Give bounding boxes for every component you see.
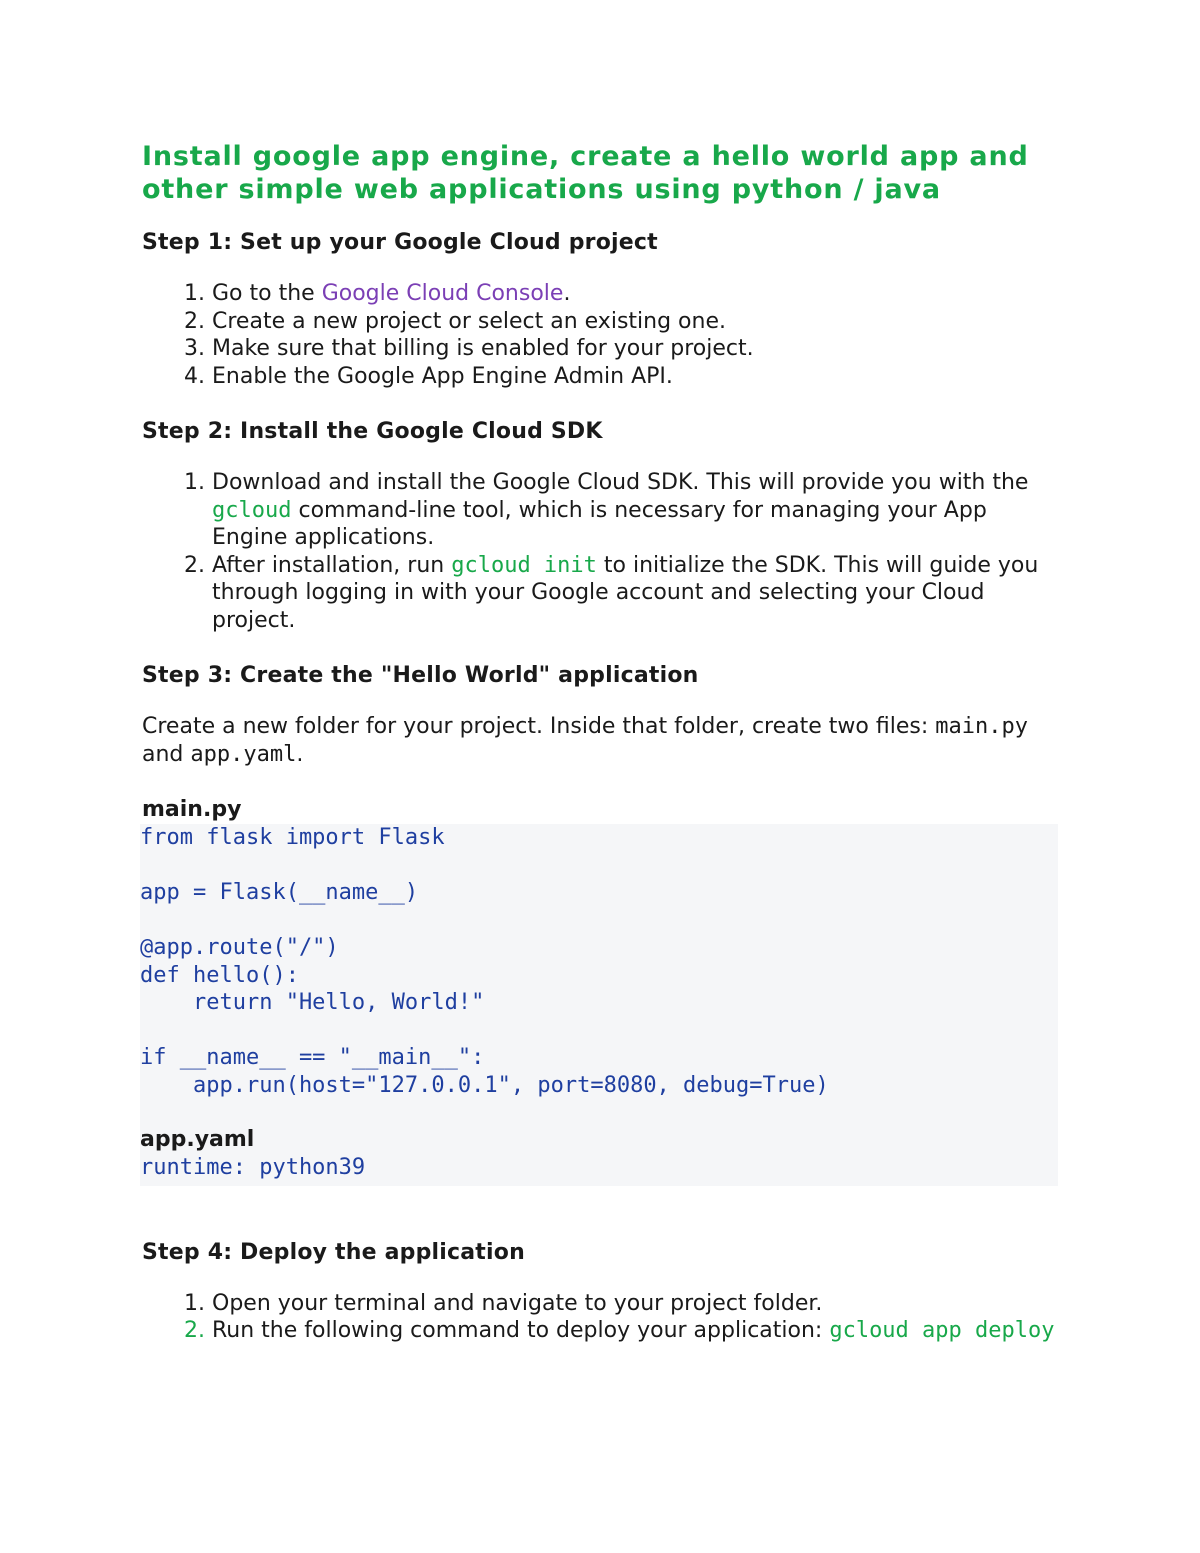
code-block [140,824,1058,1186]
main-py-code: from flask import Flask app = Flask(__name__) @app.route("/") def hello(): return "Hello, World!" if __name__ == "__main__": app.run(host="127.0.0.1", port=8080, debug=True) [140,825,829,1098]
list-item: 2. Run the following command to deploy your application: gcloud app deploy [212,1317,1062,1345]
inline-code: gcloud [212,497,292,523]
inline-code: gcloud init [451,552,597,578]
list-item: 1. Download and install the Google Cloud SDK. This will provide you with the gcloud command-line tool, which is necessary for managing your App Engine applications. [212,469,1062,552]
step1-heading: Step 1: Set up your Google Cloud project [142,230,658,255]
step2-list [142,469,1062,634]
list-item: 2. Create a new project or select an existing one. [212,308,1062,336]
list-item: 4. Enable the Google App Engine Admin API. [212,363,1062,391]
main-py-label: main.py [142,797,242,822]
step4-list [142,1290,1062,1345]
app-yaml-code: runtime: python39 [140,1155,366,1180]
step1-list [142,280,1062,390]
step3-intro: Create a new folder for your project. Inside that folder, create two files: main.py and app.yaml. [142,714,1028,767]
step2-heading: Step 2: Install the Google Cloud SDK [142,419,603,444]
list-item: 1. Open your terminal and navigate to your project folder. [212,1290,1062,1318]
inline-code: gcloud app deploy [829,1318,1055,1343]
step3-heading: Step 3: Create the "Hello World" application [142,663,699,688]
document-title: Install google app engine, create a hello world app and other simple web applications using python / java [142,141,1029,205]
step4-heading: Step 4: Deploy the application [142,1239,525,1265]
list-item: 3. Make sure that billing is enabled for your project. [212,335,1062,363]
inline-filename: main.py [935,714,1028,739]
list-item: 1. Go to the Google Cloud Console. [212,280,1062,308]
document-page [142,140,1062,1345]
app-yaml-label: app.yaml [140,1127,255,1152]
inline-filename: app.yaml [190,742,297,767]
list-item: 2. After installation, run gcloud init to initialize the SDK. This will guide you through logging in with your Google account and selecting your Cloud project. [212,552,1062,635]
google-cloud-console-link[interactable]: Google Cloud Console [321,281,564,306]
